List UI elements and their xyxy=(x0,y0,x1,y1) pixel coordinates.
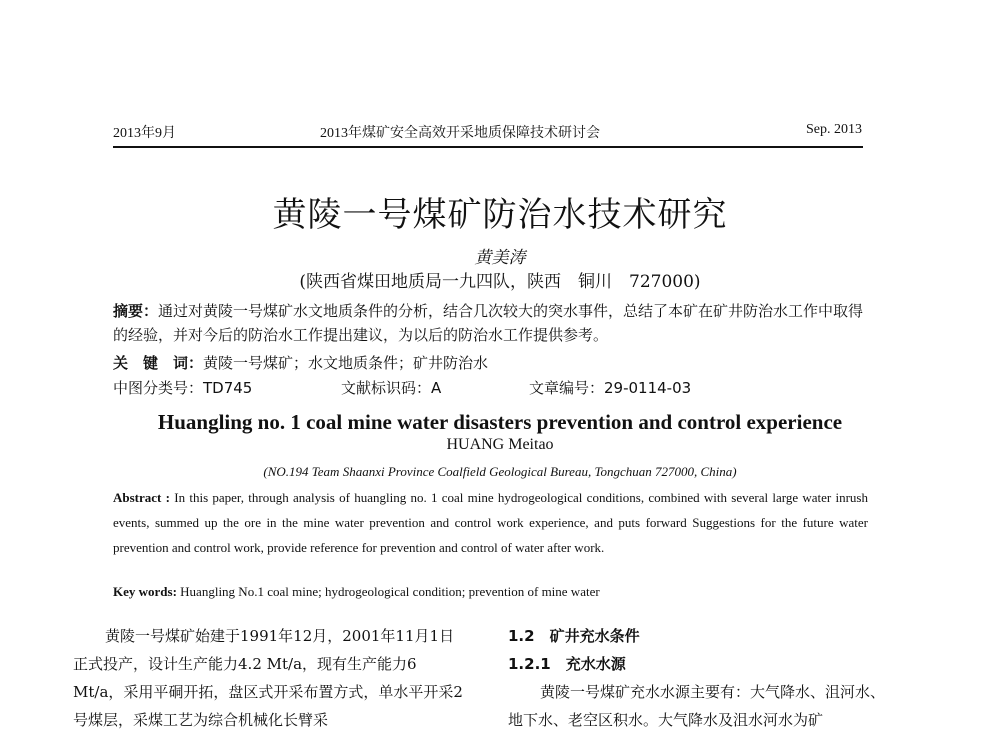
english-author: HUANG Meitao xyxy=(446,436,554,453)
english-keywords xyxy=(113,584,600,600)
paper-title: 黄陵一号煤矿防治水技术研究 xyxy=(272,195,728,235)
english-keywords-label: Key words: xyxy=(113,584,177,599)
english-abstract-label: Abstract : xyxy=(113,490,170,505)
header-conference: 2013年煤矿安全高效开采地质保障技术研讨会 xyxy=(320,126,600,141)
body-left-paragraph: 黄陵一号煤矿始建于1991年12月，2001年11月1日正式投产，设计生产能力4.2 Mt/a，现有生产能力6 Mt/a，采用平硐开拓，盘区式开采布置方式，单水平开采2号煤层，采煤工艺为综合机械化长臂采 xyxy=(73,627,463,729)
english-abstract xyxy=(113,485,868,560)
english-abstract-text: In this paper, through analysis of huangling no. 1 coal mine hydrogeological conditions, combined with several large water inrush events, summed up the ore in the mine water prevention and control work experience, and puts forward Suggestions for the future water prevention and control work, provide reference for prevention and control of water after work. xyxy=(113,490,868,555)
keywords-cn-label: 关 键 词： xyxy=(113,354,204,372)
header-date-en: Sep. 2013 xyxy=(806,122,862,137)
header-rule xyxy=(113,146,863,148)
english-affiliation: (NO.194 Team Shaanxi Province Coalfield Geological Bureau, Tongchuan 727000, China) xyxy=(263,464,737,479)
abstract-cn-text: 通过对黄陵一号煤矿水文地质条件的分析，结合几次较大的突水事件，总结了本矿在矿井防治水工作中取得的经验，并对今后的防治水工作提出建议，为以后的防治水工作提供参考。 xyxy=(113,302,864,344)
affiliation: (陕西省煤田地质局一九四队，陕西 铜川 727000) xyxy=(299,272,701,292)
abstract-cn-label: 摘要： xyxy=(113,302,159,320)
body-left-column xyxy=(73,622,469,734)
section-heading: 1.2 矿井充水条件 xyxy=(508,627,640,645)
subsection-heading: 1.2.1 充水水源 xyxy=(508,655,626,673)
keywords-cn-text: 黄陵一号煤矿；水文地质条件；矿井防治水 xyxy=(203,354,489,372)
author: 黄美涛 xyxy=(474,248,526,268)
article-number: 文章编号：29-0114-03 xyxy=(529,379,692,397)
body-right-column xyxy=(508,622,898,734)
english-title: Huangling no. 1 coal mine water disasters prevention and control experience xyxy=(157,410,843,434)
header-date: 2013年9月 xyxy=(113,126,176,141)
clc-number: 中图分类号：TD745 xyxy=(113,379,253,397)
english-keywords-text: Huangling No.1 coal mine; hydrogeological condition; prevention of mine water xyxy=(176,584,600,599)
keywords-cn xyxy=(113,352,488,373)
document-code: 文献标识码：A xyxy=(341,379,442,397)
abstract-cn xyxy=(113,299,873,347)
body-right-paragraph: 黄陵一号煤矿充水水源主要有：大气降水、沮河水、地下水、老空区积水。大气降水及沮水河水为矿 xyxy=(508,683,886,729)
